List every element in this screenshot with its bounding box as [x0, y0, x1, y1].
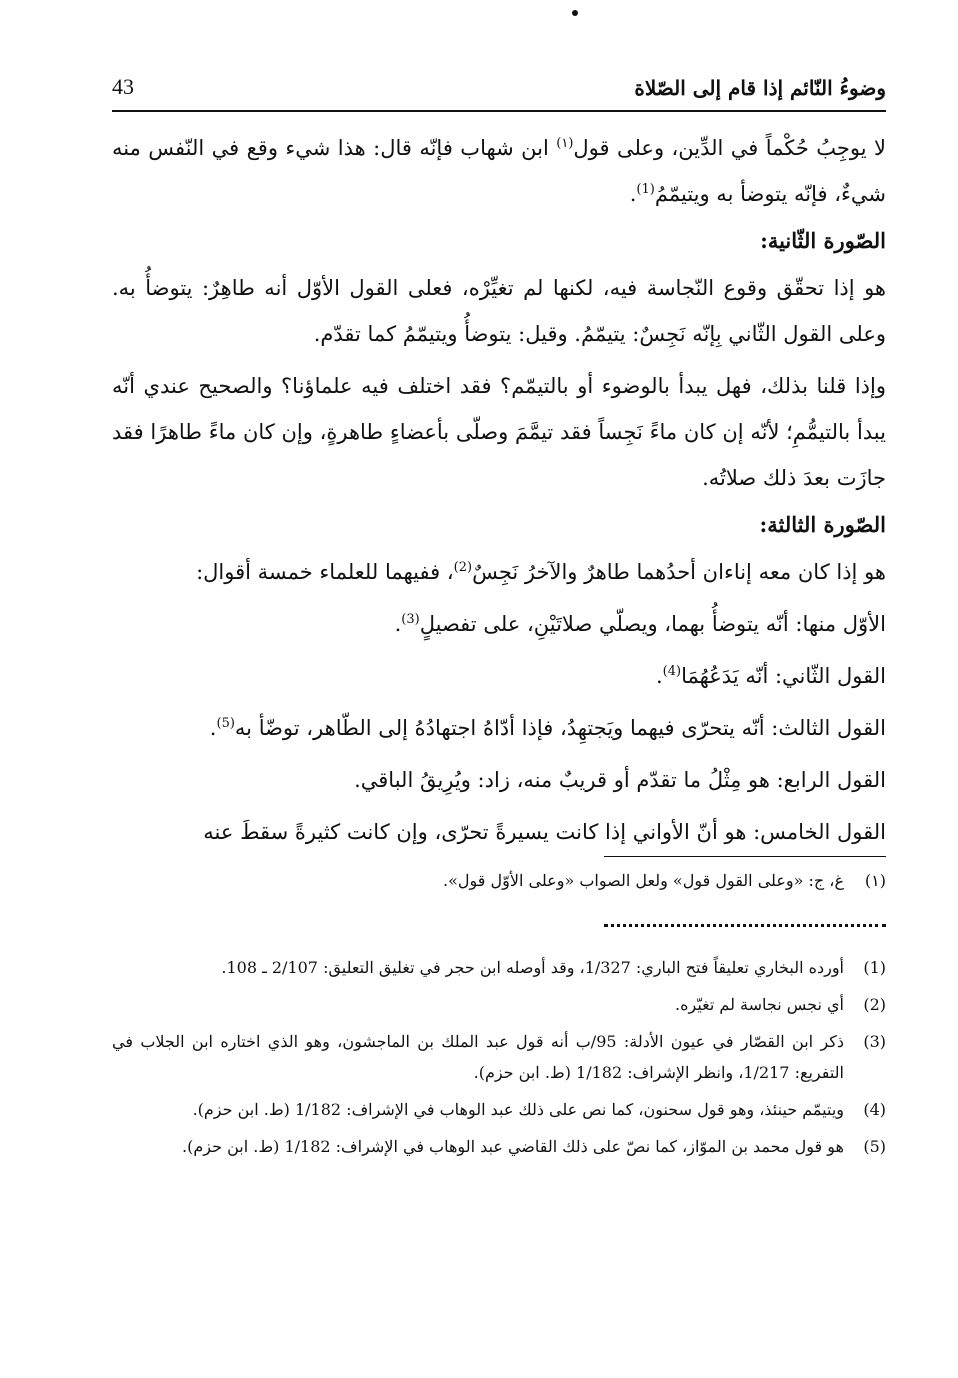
footnote-ref: (1): [636, 182, 655, 197]
footnote-text: أورده البخاري تعليقاً فتح الباري: 1/327، وقد أوصله ابن حجر في تغليق التعليق: 2/107 ـ 108.: [221, 958, 844, 977]
paragraph-1: لا يوجِبُ حُكْماً في الدِّين، وعلى قول$^{(١)}$ ابن شهاب فإنّه قال: هذا شيء وقع في النّفس منه شيءٌ، فإنّه يتوضأ به ويتيمّمُ$^{(1)}$.: [112, 136, 886, 206]
paragraph-2: هو إذا تحقّق وقوع النّجاسة فيه، لكنها لم تغيِّرْه، فعلى القول الأوّل أنه طاهِرٌ: يتوضأُ به. وعلى القول الثّاني بِإنّه نَجِسٌ: يتيمّمُ. وقيل: يتوضأُ ويتيمّمُ كما تقدّم.: [112, 276, 886, 346]
footnote-text: ذكر ابن القصّار في عيون الأدلة: 95/ب أنه قول عبد الملك بن الماجشون، وهو الذي اختاره ابن الجلاب في التفريع: 1/217، وانظر الإشراف: 1/182 (ط. ابن حزم).: [112, 1032, 845, 1082]
footnote-text: ويتيمّم حينئذ، وهو قول سحنون، كما نص على ذلك عبد الوهاب في الإشراف: 1/182 (ط. ابن حزم).: [192, 1100, 844, 1119]
footnote-number: (3): [863, 1032, 886, 1051]
footnote-text: غ، ج: «وعلى القول قول» ولعل الصواب «وعلى الأوّل قول».: [443, 871, 844, 890]
section-heading-2: الصّورة الثّانية:: [760, 228, 886, 253]
page-header: [112, 74, 886, 112]
footnote-item: [112, 1094, 886, 1125]
paragraph-3: وإذا قلنا بذلك، فهل يبدأ بالوضوء أو بالتيمّم؟ فقد اختلف فيه علماؤنا؟ والصحيح عندي أنّه يبدأ بالتيمُّمِ؛ لأنّه إن كان ماءً نَجِساً فقد تيمَّمَ وصلّى بأعضاءٍ طاهرةٍ، وإن كان ماءً طاهرًا فقد جازَت بعدَ ذلك صلاتُه.: [112, 374, 886, 490]
dotted-separator: [604, 924, 886, 931]
footnote-text: أي نجس نجاسة لم تغيّره.: [675, 995, 844, 1014]
main-text: [112, 125, 886, 855]
footnote-item: [112, 1026, 886, 1088]
section-heading-3: الصّورة الثالثة:: [759, 512, 886, 537]
footnote-number: (١): [864, 871, 886, 890]
footnote-item: [112, 1131, 886, 1162]
footnote-separator: [604, 856, 886, 857]
opinion-3: القول الثالث: أنّه يتحرّى فيهما ويَجتهِدُ، فإذا أدّاهُ اجتهادُهُ إلى الطّاهر، توضّأ به$^{(5)}$.: [209, 716, 886, 740]
footnote-ref: (4): [662, 664, 682, 679]
footnote-ref: (2): [453, 560, 473, 575]
footnote-ref: (١): [556, 136, 574, 151]
top-dot-mark: [572, 10, 578, 16]
editor-footnotes: [112, 952, 886, 1168]
opinion-1: الأوّل منها: أنّه يتوضأُ بهما، ويصلّي صلاتَيْنِ، على تفصيلٍ$^{(3)}$.: [394, 612, 886, 636]
footnote-number: (5): [863, 1137, 886, 1156]
footnote-number: (1): [863, 958, 886, 977]
original-footnote: [112, 866, 886, 902]
footnote-text: هو قول محمد بن الموّاز، كما نصّ على ذلك القاضي عبد الوهاب في الإشراف: 1/182 (ط. ابن حزم).: [182, 1137, 844, 1156]
opinion-2: القول الثّاني: أنّه يَدَعُهُمَا$^{(4)}$.: [655, 664, 886, 688]
paragraph-4: هو إذا كان معه إناءان أحدُهما طاهرٌ والآخرُ نَجِسٌ$^{(2)}$، ففيهما للعلماء خمسة أقوال:: [196, 560, 886, 584]
running-title: وضوءُ النّائم إذا قام إلى الصّلاة: [634, 76, 886, 100]
footnote-item: [112, 989, 886, 1020]
footnote-ref: (3): [401, 612, 420, 627]
footnote-number: (2): [863, 995, 886, 1014]
footnote-item: [112, 952, 886, 983]
opinion-4: القول الرابع: هو مِثْلُ ما تقدّم أو قريبٌ منه، زاد: ويُرِيقُ الباقي.: [354, 768, 886, 792]
footnote-ref: (5): [216, 716, 235, 731]
footnote-number: (4): [863, 1100, 886, 1119]
page-number: 43: [112, 74, 134, 99]
opinion-5: القول الخامس: هو أنّ الأواني إذا كانت يسيرةً تحرّى، وإن كانت كثيرةً سقطَ عنه: [203, 820, 886, 844]
